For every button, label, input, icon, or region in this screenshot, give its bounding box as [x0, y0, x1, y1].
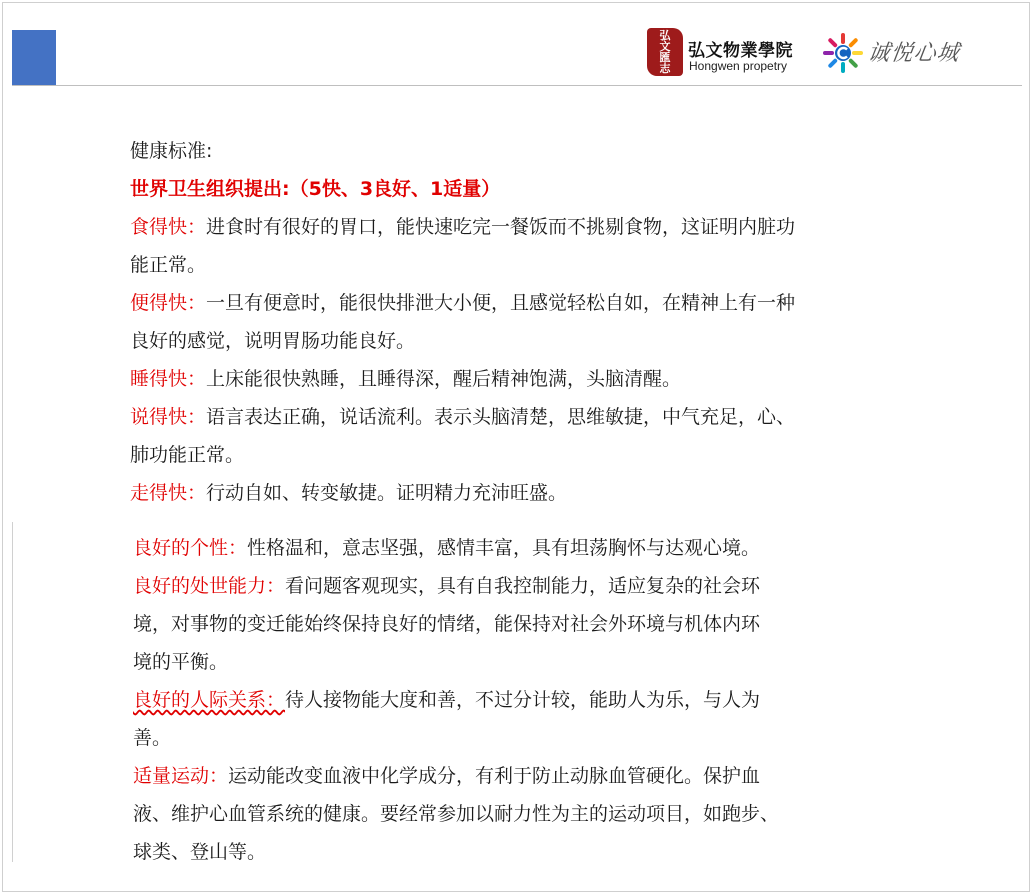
- seal-char: 文: [659, 40, 671, 53]
- item-text: 进食时有很好的胃口，能快速吃完一餐饭而不挑剔食物，这证明内脏功: [206, 216, 796, 238]
- seal-char: 弘: [659, 29, 671, 42]
- list-item: [130, 284, 890, 322]
- item-text-continued: 球类、登山等。: [133, 841, 267, 863]
- script-logo-text: 诚悦心城: [865, 41, 962, 66]
- list-item: [133, 529, 853, 567]
- item-text-continued: 能正常。: [130, 254, 207, 276]
- item-text: 看问题客观现实，具有自我控制能力，适应复杂的社会环: [285, 575, 761, 597]
- list-item: [133, 567, 853, 605]
- section-heading: 健康标准:: [130, 140, 213, 162]
- item-text: 运动能改变血液中化学成分，有利于防止动脉血管硬化。保护血: [228, 765, 761, 787]
- who-standard-line: 世界卫生组织提出:（5快、3良好、1适量）: [130, 178, 501, 200]
- item-text-continued: 善。: [133, 727, 172, 749]
- item-text: 语言表达正确，说话流利。表示头脑清楚，思维敏捷，中气充足，心、: [206, 406, 796, 428]
- item-label: 便得快：: [130, 292, 207, 314]
- brand-name-cn: 弘文物業學院: [688, 41, 793, 61]
- header-divider: [12, 85, 1022, 86]
- item-text: 行动自如、转变敏捷。证明精力充沛旺盛。: [206, 482, 568, 504]
- item-text: 一旦有便意时，能很快排泄大小便，且感觉轻松自如，在精神上有一种: [206, 292, 796, 314]
- three-good-one-moderate-block: [133, 529, 853, 871]
- list-item: [130, 398, 890, 436]
- item-text-continued: 境的平衡。: [133, 651, 229, 673]
- list-item: [133, 681, 853, 719]
- item-label: 食得快：: [130, 216, 207, 238]
- item-text-continued: 良好的感觉，说明胃肠功能良好。: [130, 330, 416, 352]
- seal-char: 志: [659, 62, 671, 75]
- item-label: 良好的人际关系：: [133, 689, 286, 711]
- item-label: 说得快：: [130, 406, 207, 428]
- item-label: 睡得快：: [130, 368, 207, 390]
- seal-char: 匯: [659, 51, 671, 64]
- item-label: 良好的处世能力：: [133, 575, 286, 597]
- item-label: 适量运动：: [133, 765, 229, 787]
- left-margin-line: [12, 522, 13, 862]
- list-item: [130, 360, 890, 398]
- hongwen-seal-logo: [647, 28, 683, 76]
- item-label: 走得快：: [130, 482, 207, 504]
- health-standards-block: [130, 132, 890, 512]
- item-label: 良好的个性：: [133, 537, 248, 559]
- item-text: 性格温和，意志坚强，感情丰富，具有坦荡胸怀与达观心境。: [247, 537, 761, 559]
- title-accent-block: [12, 30, 56, 85]
- brand-name-en: Hongwen propetry: [689, 59, 788, 73]
- item-text-continued: 肺功能正常。: [130, 444, 245, 466]
- list-item: [130, 208, 890, 246]
- colorful-c-logo-icon: [822, 32, 864, 74]
- item-text: 上床能很快熟睡，且睡得深，醒后精神饱满，头脑清醒。: [206, 368, 682, 390]
- item-text-continued: 境，对事物的变迁能始终保持良好的情绪，能保持对社会外环境与机体内环: [133, 613, 761, 635]
- list-item: [130, 474, 890, 512]
- item-text: 待人接物能大度和善，不过分计较，能助人为乐，与人为: [285, 689, 761, 711]
- list-item: [133, 757, 853, 795]
- item-text-continued: 液、维护心血管系统的健康。要经常参加以耐力性为主的运动项目，如跑步、: [133, 803, 780, 825]
